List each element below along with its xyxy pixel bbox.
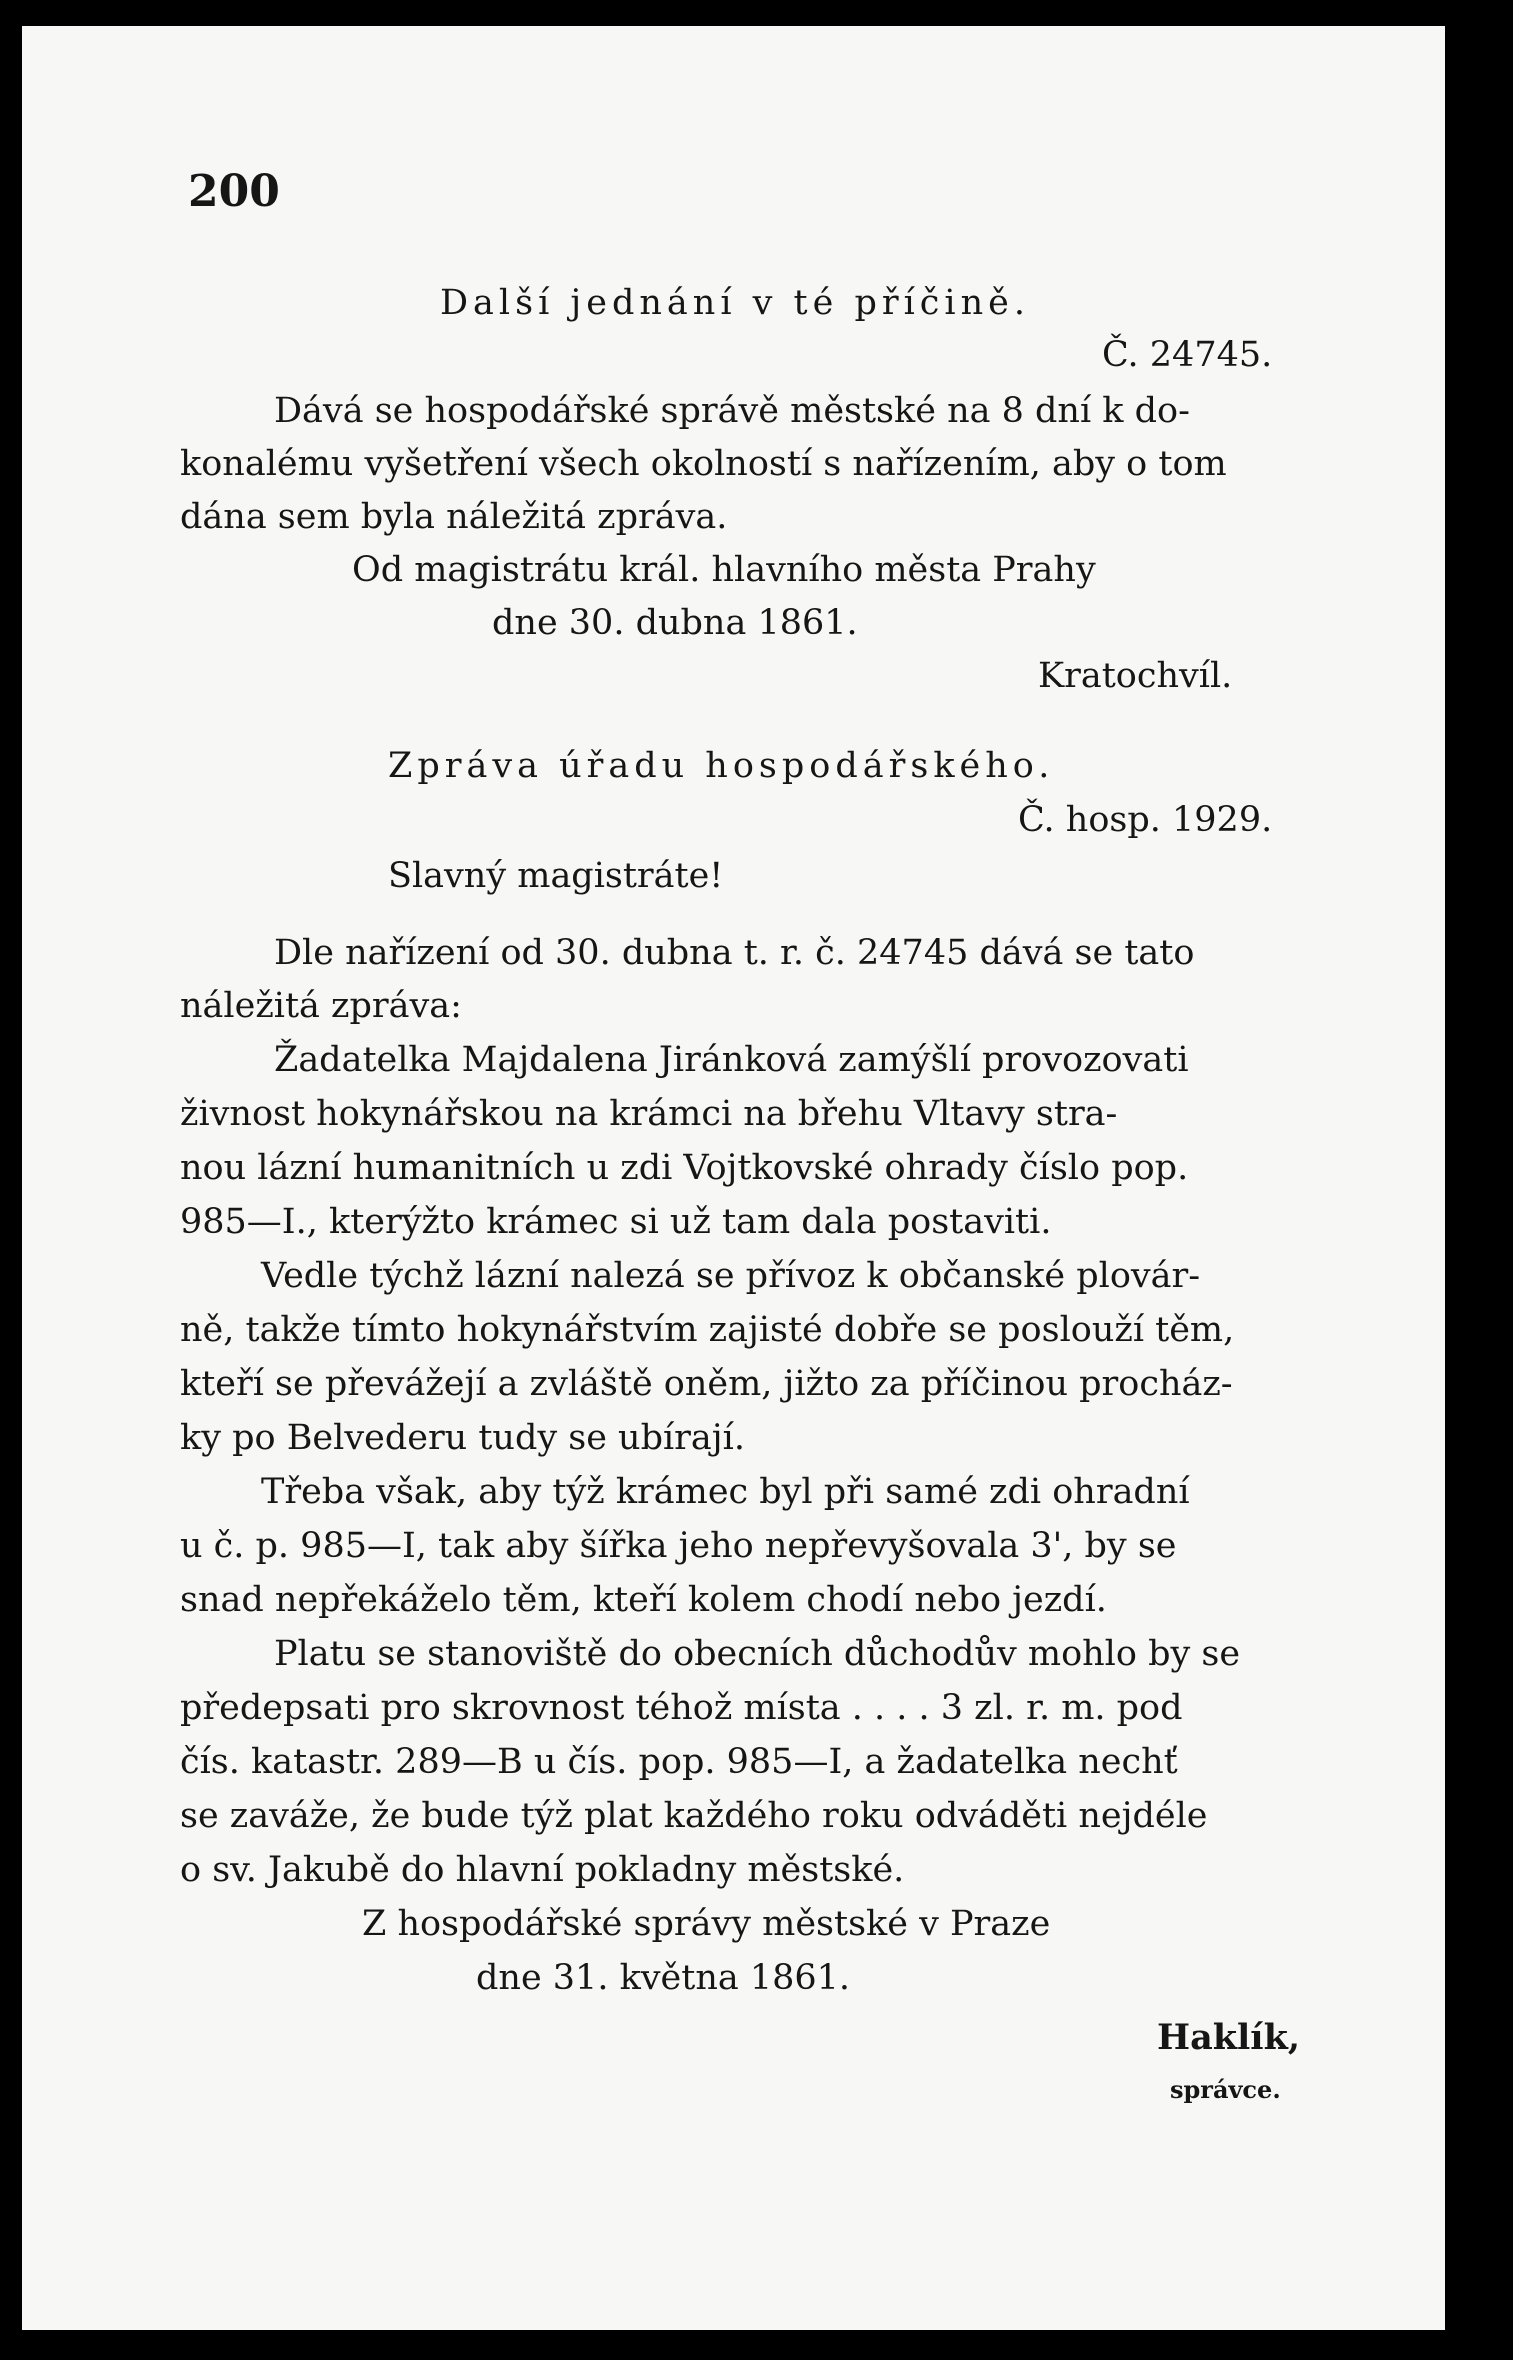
section2-line-18: o sv. Jakubě do hlavní pokladny městské. (180, 1850, 905, 1890)
section1-place: Od magistrátu král. hlavního města Prahy (352, 550, 1096, 590)
section1-ref: Č. 24745. (1102, 335, 1273, 375)
page-number: 200 (188, 166, 280, 217)
section2-line-11: Třeba však, aby týž krámec byl při samé zdi ohradní (261, 1472, 1190, 1512)
section1-line-1: Dává se hospodářské správě městské na 8 dní k do- (274, 391, 1190, 431)
section1-line-3: dána sem byla náležitá zpráva. (180, 497, 728, 537)
section2-line-8: ně, takže tímto hokynářstvím zajisté dobře se poslouží těm, (180, 1310, 1235, 1350)
section2-line-7: Vedle týchž lázní nalezá se přívoz k občanské plovár- (261, 1256, 1201, 1296)
scan-border-top (0, 0, 1513, 26)
section2-line-9: kteří se převážejí a zvláště oněm, jižto za příčinou procház- (180, 1364, 1233, 1404)
scan-border-bottom (0, 2330, 1513, 2360)
section2-date: dne 31. května 1861. (476, 1958, 851, 1998)
section2-line-12: u č. p. 985—I, tak aby šířka jeho nepřevyšovala 3', by se (180, 1526, 1177, 1566)
section1-date: dne 30. dubna 1861. (492, 603, 858, 643)
section2-line-6: 985—I., kterýžto krámec si už tam dala postaviti. (180, 1202, 1052, 1242)
section2-line-2: náležitá zpráva: (180, 986, 462, 1026)
section2-heading: Zpráva úřadu hospodářského. (388, 746, 1055, 786)
section2-line-15: předepsati pro skrovnost téhož místa . . . . 3 zl. r. m. pod (180, 1688, 1183, 1728)
section1-line-2: konalému vyšetření všech okolností s nařízením, aby o tom (180, 444, 1227, 484)
section2-line-17: se zaváže, že bude týž plat každého roku odváděti nejdéle (180, 1796, 1208, 1836)
section2-line-16: čís. katastr. 289—B u čís. pop. 985—I, a žadatelka nechť (180, 1742, 1178, 1782)
section1-heading: Další jednání v té příčině. (440, 283, 1030, 323)
section2-line-10: ky po Belvederu tudy se ubírají. (180, 1418, 745, 1458)
section2-line-3: Žadatelka Majdalena Jiránková zamýšlí provozovati (274, 1040, 1189, 1080)
section2-signature: Haklík, (1157, 2017, 1301, 2058)
section2-line-13: snad nepřekáželo těm, kteří kolem chodí nebo jezdí. (180, 1580, 1107, 1620)
section2-line-14: Platu se stanoviště do obecních důchodův mohlo by se (274, 1634, 1241, 1674)
section2-signature-title: správce. (1170, 2075, 1281, 2104)
scan-border-right (1445, 0, 1513, 2360)
scan-border-left (0, 0, 22, 2360)
section2-place: Z hospodářské správy městské v Praze (362, 1904, 1051, 1944)
section2-line-1: Dle nařízení od 30. dubna t. r. č. 24745 dává se tato (274, 933, 1195, 973)
section2-salutation: Slavný magistráte! (388, 856, 724, 896)
document-page (22, 26, 1445, 2330)
section2-line-4: živnost hokynářskou na krámci na břehu Vltavy stra- (180, 1094, 1118, 1134)
section2-ref: Č. hosp. 1929. (1018, 800, 1273, 840)
section1-signature: Kratochvíl. (1038, 656, 1233, 696)
section2-line-5: nou lázní humanitních u zdi Vojtkovské ohrady číslo pop. (180, 1148, 1189, 1188)
